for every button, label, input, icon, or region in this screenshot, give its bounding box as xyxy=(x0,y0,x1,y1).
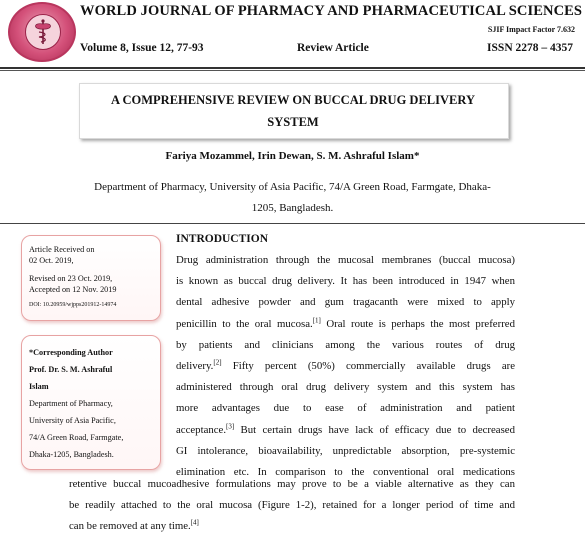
paragraph-line: retentive buccal mucoadhesive formulations may prove to be a viable alternative as they can xyxy=(69,478,515,490)
paragraph-line: dental adhesive powder and gum tragacanth were mixed to apply xyxy=(176,296,515,309)
corresponding-address-4: Dhaka-1205, Bangladesh. xyxy=(29,450,114,459)
article-title xyxy=(79,89,507,133)
corresponding-address-1: Department of Pharmacy, xyxy=(29,399,113,408)
paragraph-line: Drug administration through the mucosal membranes (buccal mucosa) xyxy=(176,254,515,266)
citation: [2] xyxy=(213,358,222,367)
section-heading: INTRODUCTION xyxy=(176,233,269,245)
intro-paragraph-continued xyxy=(69,474,515,538)
affiliation xyxy=(60,177,525,219)
citation: [4] xyxy=(190,518,199,527)
journal-title: WORLD JOURNAL OF PHARMACY AND PHARMACEUTICAL SCIENCES xyxy=(80,3,583,19)
received-label: Article Received on xyxy=(29,245,95,254)
section-divider xyxy=(0,223,585,224)
paragraph-line: elimination etc. In comparison to the conventional oral medications xyxy=(176,465,515,478)
corresponding-address-3: 74/A Green Road, Farmgate, xyxy=(29,433,124,442)
authors: Fariya Mozammel, Irin Dewan, S. M. Ashraful Islam* xyxy=(165,150,420,162)
intro-paragraph xyxy=(176,250,515,483)
paragraph-line: delivery.[2] Fifty percent (50%) commercially available drugs are xyxy=(176,358,515,372)
corresponding-label: *Corresponding Author xyxy=(29,348,113,357)
issn: ISSN 2278 – 4357 xyxy=(487,42,573,54)
paragraph-line: can be removed at any time.[4] xyxy=(69,518,199,533)
paragraph-line: penicillin to the oral mucosa.[1] Oral route is perhaps the most preferred xyxy=(176,315,515,330)
corresponding-address-2: University of Asia Pacific, xyxy=(29,416,116,425)
received-date: 02 Oct. 2019, xyxy=(29,256,74,265)
paragraph-line: be readily attached to the oral mucosa (Figure 1-2), retained for a longer period of time and xyxy=(69,499,515,512)
corresponding-name-line-2: Islam xyxy=(29,382,49,391)
caduceus-seal-icon xyxy=(25,14,61,50)
paragraph-line: GI intolerance, bioavailability, unpredictable absorption, pre-systemic xyxy=(176,444,515,457)
doi: DOI: 10.20959/wjpps201912-14974 xyxy=(29,302,117,308)
paragraph-line: more advantages due to ease of administration and patient xyxy=(176,402,515,415)
title-line-2: SYSTEM xyxy=(267,115,319,129)
revised-date: Revised on 23 Oct. 2019, xyxy=(29,274,113,283)
paragraph-line: is known as buccal drug delivery. It has been introduced in 1947 when xyxy=(176,275,515,288)
paragraph-line: administered through oral drug delivery system and this system has xyxy=(176,381,515,394)
article-type: Review Article xyxy=(297,42,369,54)
affiliation-line-2: 1205, Bangladesh. xyxy=(251,202,334,214)
header-divider xyxy=(0,67,585,69)
journal-logo xyxy=(8,2,76,62)
sjif-impact-factor: SJIF Impact Factor 7.632 xyxy=(487,25,575,34)
paragraph-line: by patients and clinicians among the various routes of drug xyxy=(176,338,515,351)
title-line-1: A COMPREHENSIVE REVIEW ON BUCCAL DRUG DELIVERY xyxy=(111,93,475,107)
affiliation-line-1: Department of Pharmacy, University of Asia Pacific, 74/A Green Road, Farmgate, Dhaka- xyxy=(94,181,491,193)
header-divider-thin xyxy=(0,70,585,71)
citation: [3] xyxy=(226,421,235,430)
citation: [1] xyxy=(312,315,321,324)
accepted-date: Accepted on 12 Nov. 2019 xyxy=(29,285,117,294)
volume-issue: Volume 8, Issue 12, 77-93 xyxy=(80,42,204,54)
corresponding-name-line-1: Prof. Dr. S. M. Ashraful xyxy=(29,365,113,374)
paragraph-line: acceptance.[3] But certain drugs have lack of efficacy due to decreased xyxy=(176,421,515,436)
